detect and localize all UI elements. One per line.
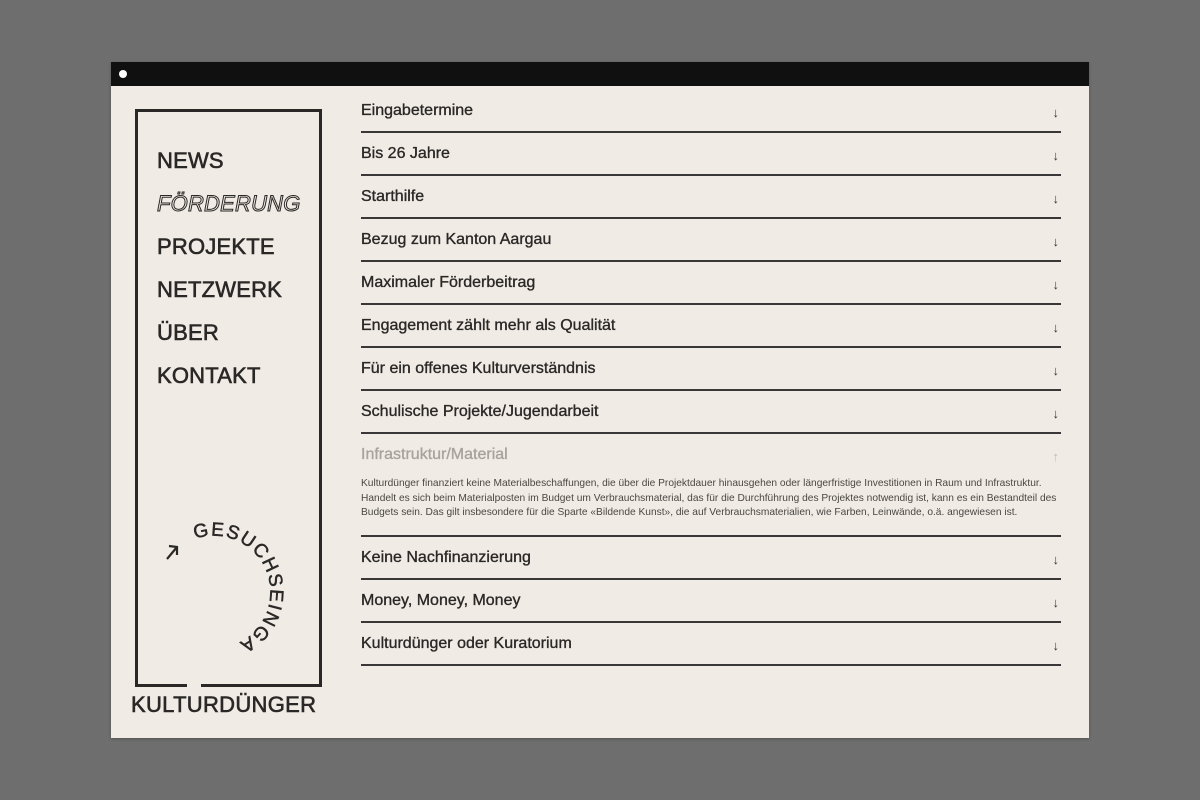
accordion-header[interactable] — [361, 393, 1061, 432]
accordion-title: Eingabetermine — [361, 102, 474, 119]
accordion-header[interactable] — [361, 221, 1061, 260]
accordion-item[interactable] — [361, 393, 1061, 434]
accordion-header[interactable] — [361, 92, 1061, 131]
accordion-item[interactable] — [361, 539, 1061, 580]
accordion-title: Maximaler Förderbeitrag — [361, 274, 536, 291]
arrow-down-icon[interactable]: ↓ — [1052, 363, 1059, 378]
nav-item-netzwerk[interactable]: NETZWERK — [157, 277, 283, 302]
accordion-title: Infrastruktur/Material — [361, 446, 508, 463]
brand-name: KULTURDÜNGER — [131, 692, 317, 717]
accordion-header[interactable] — [361, 625, 1061, 664]
window-titlebar — [111, 62, 1089, 86]
accordion-header[interactable] — [361, 178, 1061, 217]
arrow-down-icon[interactable]: ↓ — [1052, 105, 1059, 120]
accordion-item[interactable] — [361, 625, 1061, 666]
accordion-header[interactable] — [361, 582, 1061, 621]
nav-item-news[interactable]: NEWS — [157, 148, 224, 173]
arrow-down-icon[interactable]: ↓ — [1052, 234, 1059, 249]
accordion-item[interactable] — [361, 264, 1061, 305]
accordion-item[interactable] — [361, 135, 1061, 176]
gesuchseingabe-button[interactable] — [161, 507, 301, 667]
accordion-title: Kulturdünger oder Kuratorium — [361, 634, 572, 652]
arrow-down-icon[interactable]: ↓ — [1052, 191, 1059, 206]
accordion-header[interactable] — [361, 135, 1061, 174]
accordion-item[interactable] — [361, 436, 1061, 537]
gesuchseingabe-circle-text[interactable] — [161, 507, 301, 667]
accordion-title: Bezug zum Kanton Aargau — [361, 231, 552, 248]
accordion-title: Starthilfe — [361, 188, 425, 205]
accordion-title: Schulische Projekte/Jugendarbeit — [361, 403, 599, 420]
accordion-title: Für ein offenes Kulturverständnis — [361, 360, 596, 377]
stamp-text: GESUCHSEINGA — [191, 519, 287, 657]
accordion-header[interactable] — [361, 436, 1061, 475]
accordion-title: Bis 26 Jahre — [361, 145, 450, 162]
accordion-header[interactable] — [361, 350, 1061, 389]
arrow-northeast-icon — [167, 546, 177, 559]
browser-window — [111, 62, 1089, 738]
arrow-down-icon[interactable]: ↓ — [1052, 637, 1059, 653]
accordion-item[interactable] — [361, 92, 1061, 133]
brand-logo[interactable] — [131, 692, 316, 718]
accordion-item[interactable] — [361, 178, 1061, 219]
arrow-down-icon[interactable]: ↓ — [1052, 277, 1059, 292]
arrow-up-icon[interactable]: ↑ — [1052, 449, 1059, 464]
nav-item-foerderung[interactable]: FÖRDERUNG — [157, 191, 301, 216]
nav-item-kontakt[interactable]: KONTAKT — [157, 363, 261, 388]
accordion-header[interactable] — [361, 264, 1061, 303]
accordion-title: Money, Money, Money — [361, 591, 521, 609]
arrow-down-icon[interactable]: ↓ — [1052, 148, 1059, 163]
main-nav — [157, 139, 301, 397]
accordion-item[interactable] — [361, 582, 1061, 623]
accordion-item[interactable] — [361, 350, 1061, 391]
accordion-title: Engagement zählt mehr als Qualität — [361, 317, 616, 334]
accordion-item[interactable] — [361, 221, 1061, 262]
window-dot-icon[interactable] — [119, 70, 127, 78]
nav-item-ueber[interactable]: ÜBER — [157, 320, 219, 345]
accordion-body: Kulturdünger finanziert keine Materialbeschaffungen, die über die Projektdauer hinausgehen oder längerfristige Investitionen in Raum und Infrastruktur. Handelt es sich beim Materialposten im Budget um Verbrauchsmaterial, das für die Durchführung des Projektes notwendig ist, kann es ein Bestandteil des Budgets sein. Das gilt insbesondere für die Sparte «Bildende Kunst», die auf Verbrauchsmaterialien, wie Farben, Leinwände, o.ä. angewiesen ist. — [361, 478, 1057, 519]
faq-accordion — [361, 92, 1061, 666]
accordion-header[interactable] — [361, 539, 1061, 578]
arrow-down-icon[interactable]: ↓ — [1052, 320, 1059, 335]
arrow-down-icon[interactable]: ↓ — [1052, 406, 1059, 421]
accordion-header[interactable] — [361, 307, 1061, 346]
accordion-title: Keine Nachfinanzierung — [361, 548, 531, 566]
arrow-down-icon[interactable]: ↓ — [1052, 551, 1059, 567]
nav-item-projekte[interactable]: PROJEKTE — [157, 234, 275, 259]
accordion-item[interactable] — [361, 307, 1061, 348]
arrow-down-icon[interactable]: ↓ — [1052, 594, 1059, 610]
